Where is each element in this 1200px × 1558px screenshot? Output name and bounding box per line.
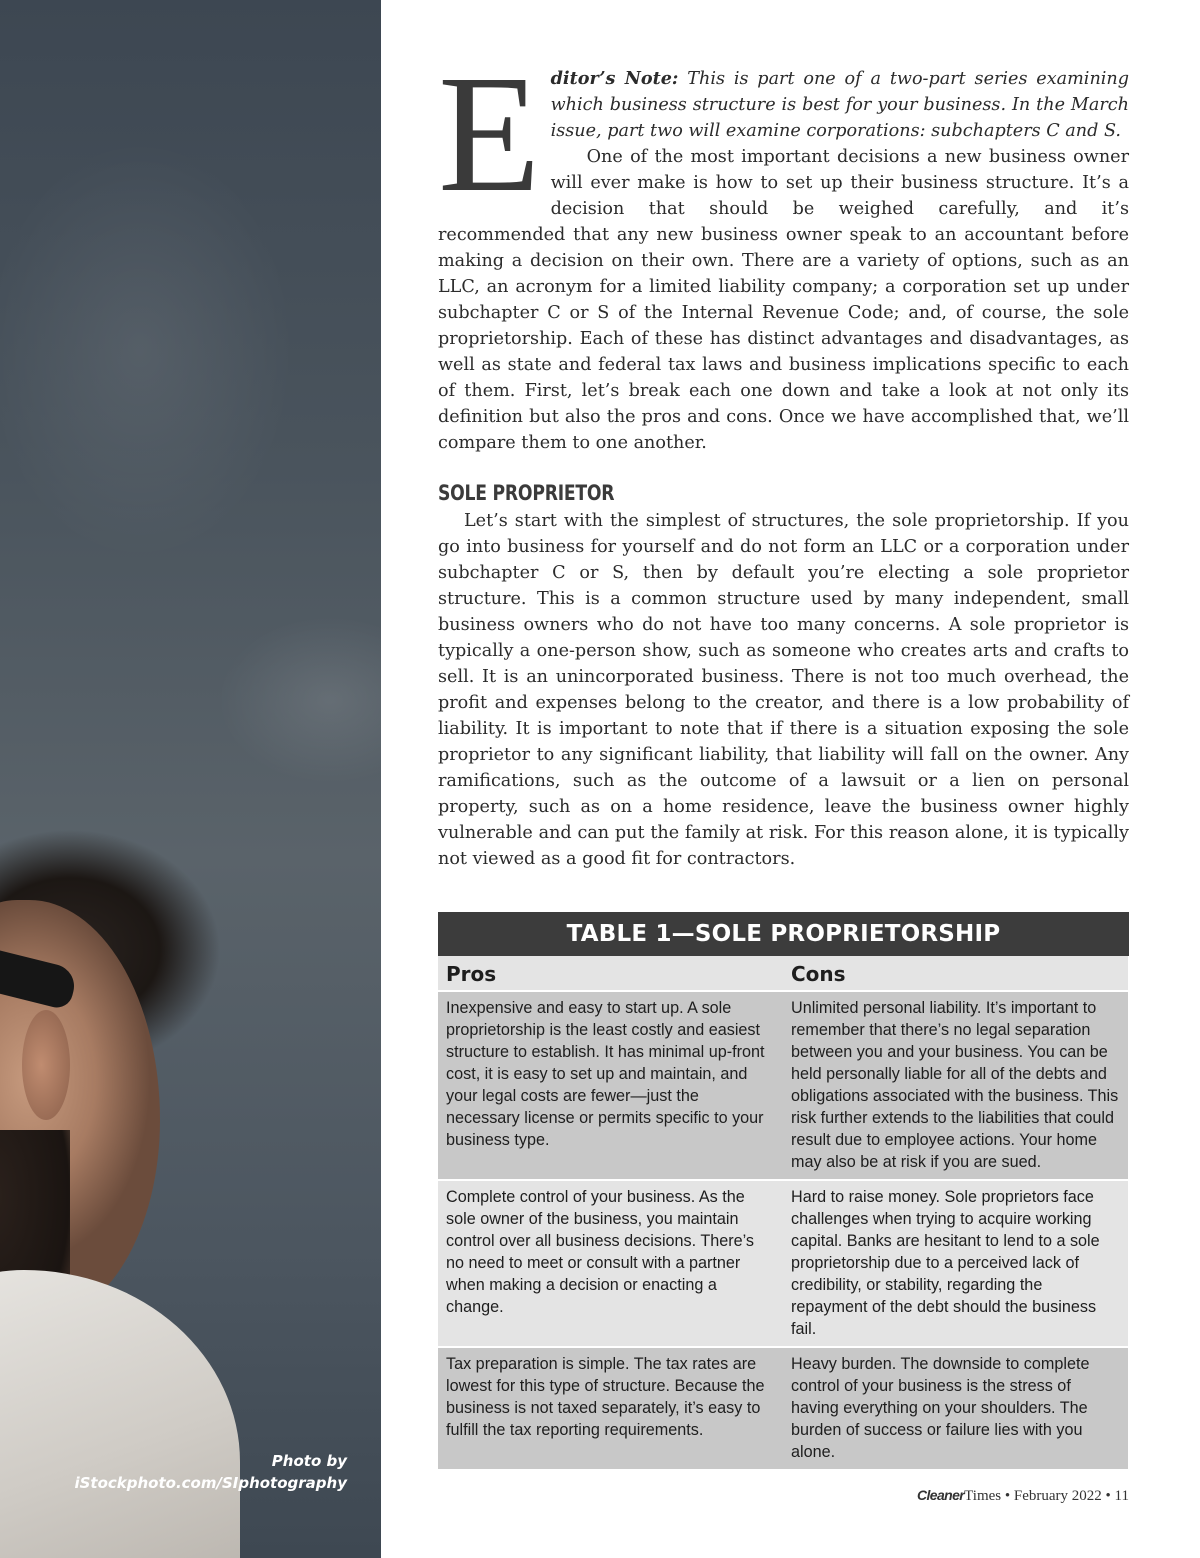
table-cell-pros: Complete control of your business. As the sole owner of the business, you maintain control over all business decisions. There’s no need to meet or consult with a partner when making a decision or enacting a change. [438,1181,783,1346]
photo-credit [74,1450,347,1494]
table-header-pros: Pros [438,956,783,990]
editors-note-text: This is part one of a two-part series examining which business structure is best for your business. In the March issue, part two will examine corporations: subchapters C and S. [550,69,1129,141]
table-cell-cons: Heavy burden. The downside to complete control of your business is the stress of having everything on your shoulders. The burden of success or failure lies with you alone. [783,1348,1128,1469]
table-row [438,1179,1129,1346]
table-row [438,990,1129,1179]
table-header-cons: Cons [783,956,1128,990]
photo-credit-line-1: Photo by [271,1452,347,1470]
page-footer [917,1487,1129,1505]
table-cell-cons: Unlimited personal liability. It’s important to remember that there’s no legal separation between you and your business. You can be held personally liable for all of the debts and obligations associated with the business. This risk further extends to the liabilities that could result due to employee actions. Your home may also be at risk if you are sued. [783,992,1128,1179]
cover-photo [0,0,381,1558]
table-cell-pros: Tax preparation is simple. The tax rates are lowest for this type of structure. Because the business is not taxed separately, it’s easy to fulfill the tax reporting requirements. [438,1348,783,1469]
table-header-row [438,956,1129,990]
section-heading: SOLE PROPRIETOR [438,481,615,505]
article-body [438,41,1129,872]
table-title: TABLE 1—SOLE PROPRIETORSHIP [438,912,1129,956]
magazine-name-rest: Times [964,1488,1002,1504]
table-cell-cons: Hard to raise money. Sole proprietors face challenges when trying to acquire working capital. Banks are hesitant to lend to a sole proprietorship due to a perceived lack of credibility, or stability, regarding the repayment of the debt should the business fail. [783,1181,1128,1346]
intro-paragraph: One of the most important decisions a new business owner will ever make is how to set up their business structure. It’s a decision that should be weighed carefully, and it’s recommended that any new business owner speak to an accountant before making a decision on their own. There are a variety of options, such as an LLC, an acronym for a limited liability company; a corporation set up under subchapter C or S of the Internal Revenue Code; and, of course, the sole proprietorship. Each of these has distinct advantages and disadvantages, as well as state and federal tax laws and business implications specific to each of them. First, let’s break each one down and take a look at not only its definition but also the pros and cons. Once we have accomplished that, we’ll compare them to one another. [438,147,1129,453]
pros-cons-table [438,912,1129,1469]
editors-note-label: ditor’s Note: [550,68,679,89]
section-paragraph: Let’s start with the simplest of structures, the sole proprietorship. If you go into business for yourself and do not form an LLC or a corporation under subchapter C or S, then by default you’re electing a sole proprietor structure. This is a common structure used by many independent, small business owners who do not have too many concerns. A sole proprietor is typically a one-person show, such as someone who creates arts and crafts to sell. It is an unincorporated business. There is not too much overhead, the profit and expenses belong to the creator, and there is a low probability of liability. It is important to note that if there is a situation exposing the sole proprietor to any significant liability, that liability will fall on the owner. Any ramifications, such as the outcome of a lawsuit or a lien on personal property, such as on a home residence, leave the business owner highly vulnerable and can put the family at risk. For this reason alone, it is typically not viewed as a good fit for contractors. [438,511,1129,869]
photo-ear [22,1010,70,1120]
table-cell-pros: Inexpensive and easy to start up. A sole proprietorship is the least costly and easiest structure to establish. It has minimal up-front cost, it is easy to set up and maintain, and your legal costs are fewer—just the necessary license or permits specific to your business type. [438,992,783,1179]
photo-shirt-collar [0,1270,240,1558]
editors-note [438,66,1129,144]
issue-and-page: • February 2022 • 11 [1001,1488,1129,1504]
magazine-name-bold: Cleaner [917,1487,965,1503]
table-row [438,1346,1129,1469]
drop-cap: E [438,41,541,227]
photo-credit-line-2: iStockphoto.com/SIphotography [74,1474,347,1492]
